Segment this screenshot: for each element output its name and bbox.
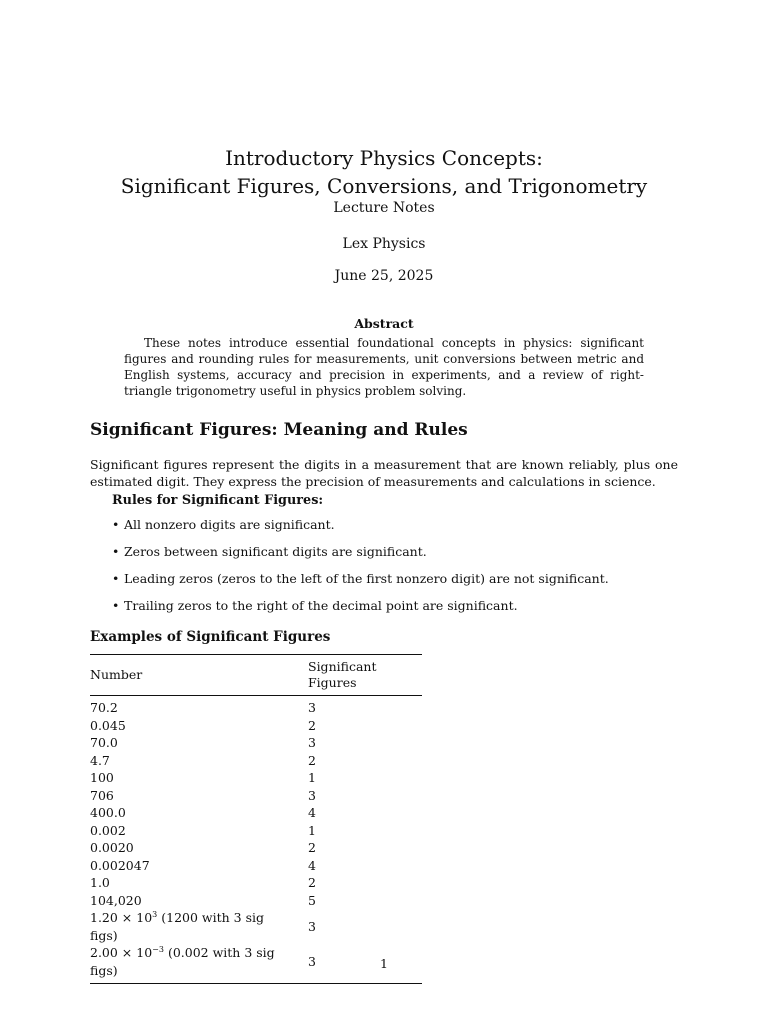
bullet-icon: • xyxy=(112,544,120,559)
abstract-body: These notes introduce essential foundational concepts in physics: significant figures and rounding rules for measurements, unit conversions between metric and English systems, accuracy and precision in experiments, and a review of right-triangle trigonometry useful in physics problem solving. xyxy=(124,336,644,398)
cell-sig-figs: 3 xyxy=(308,735,316,750)
number-exponent: −3 xyxy=(152,945,164,954)
table-row xyxy=(90,734,422,752)
table-row xyxy=(90,857,422,875)
number-base: 1.20 × 10 xyxy=(90,910,153,925)
cell-sig-figs: 4 xyxy=(308,857,316,873)
table-heading: Examples of Significant Figures xyxy=(90,629,331,645)
cell-number: 0.002047 xyxy=(90,857,150,873)
cell-sig-figs: 1 xyxy=(308,822,316,838)
section-title: Significant Figures: Meaning and Rules xyxy=(90,420,468,440)
table-row xyxy=(90,752,422,770)
cell-number: 70.0 xyxy=(90,735,118,750)
title-line-1: Introductory Physics Concepts: xyxy=(225,146,543,170)
title-line-2: Significant Figures, Conversions, and Trigonometry xyxy=(120,174,648,198)
rules-list xyxy=(90,516,678,614)
table-row xyxy=(90,804,422,822)
cell-sig-figs: 4 xyxy=(308,805,316,820)
table-row xyxy=(90,822,422,840)
table-row xyxy=(90,874,422,892)
date: June 25, 2025 xyxy=(334,268,434,284)
cell-number: 0.002 xyxy=(90,822,126,838)
table-row xyxy=(90,909,422,944)
subtitle: Lecture Notes xyxy=(333,200,435,216)
table-row xyxy=(90,839,422,857)
rule-text: Zeros between significant digits are significant. xyxy=(124,544,427,559)
table-row xyxy=(90,892,422,910)
rule-item xyxy=(90,543,678,560)
cell-sig-figs: 3 xyxy=(294,944,422,984)
cell-sig-figs: 3 xyxy=(308,918,316,934)
abstract xyxy=(124,316,644,399)
rule-text: Trailing zeros to the right of the decimal point are significant. xyxy=(124,598,518,613)
abstract-heading: Abstract xyxy=(354,316,414,331)
cell-sig-figs: 2 xyxy=(308,717,316,733)
rule-text: Leading zeros (zeros to the left of the first nonzero digit) are not significant. xyxy=(124,571,609,586)
column-header-sig-figs: Significant Figures xyxy=(294,655,422,696)
cell-number: 4.7 xyxy=(90,752,110,768)
examples-table xyxy=(90,654,422,984)
cell-number: 104,020 xyxy=(90,892,142,908)
cell-sig-figs: 2 xyxy=(308,840,316,855)
rule-item xyxy=(90,570,678,587)
cell-sig-figs: 3 xyxy=(308,787,316,803)
page-number: 1 xyxy=(380,956,388,971)
cell-sig-figs: 5 xyxy=(308,892,316,908)
cell-number: 706 xyxy=(90,787,114,803)
cell-sig-figs: 2 xyxy=(308,875,316,890)
column-header-number: Number xyxy=(90,655,294,696)
number-base: 2.00 × 10 xyxy=(90,945,153,960)
rule-text: All nonzero digits are significant. xyxy=(124,517,335,532)
table-row xyxy=(90,696,422,717)
number-note: (1200 with 3 sig figs) xyxy=(90,910,264,943)
number-note: (0.002 with 3 sig figs) xyxy=(90,945,275,978)
bullet-icon: • xyxy=(112,598,120,613)
section-intro: Significant figures represent the digits in a measurement that are known reliably, plus one estimated digit. They express the precision of measurements and calculations in science. xyxy=(90,457,678,489)
table-row xyxy=(90,769,422,787)
author: Lex Physics xyxy=(342,236,426,252)
cell-number xyxy=(90,909,294,944)
cell-number: 100 xyxy=(90,770,114,785)
cell-sig-figs: 3 xyxy=(308,700,316,715)
number-exponent: 3 xyxy=(152,910,158,919)
rule-item xyxy=(90,516,678,533)
table-row xyxy=(90,787,422,805)
cell-number: 1.0 xyxy=(90,875,110,890)
title-block xyxy=(0,144,768,217)
cell-number: 400.0 xyxy=(90,805,126,820)
cell-sig-figs: 2 xyxy=(308,752,316,768)
rule-item xyxy=(90,597,678,614)
rules-heading: Rules for Significant Figures: xyxy=(112,493,324,508)
section-significant-figures xyxy=(90,418,678,984)
cell-sig-figs: 1 xyxy=(308,770,316,785)
table-row xyxy=(90,717,422,735)
table-header-row xyxy=(90,655,422,696)
cell-number: 70.2 xyxy=(90,700,118,715)
bullet-icon: • xyxy=(112,517,120,532)
cell-number: 0.045 xyxy=(90,717,126,733)
bullet-icon: • xyxy=(112,571,120,586)
cell-number: 0.0020 xyxy=(90,840,134,855)
